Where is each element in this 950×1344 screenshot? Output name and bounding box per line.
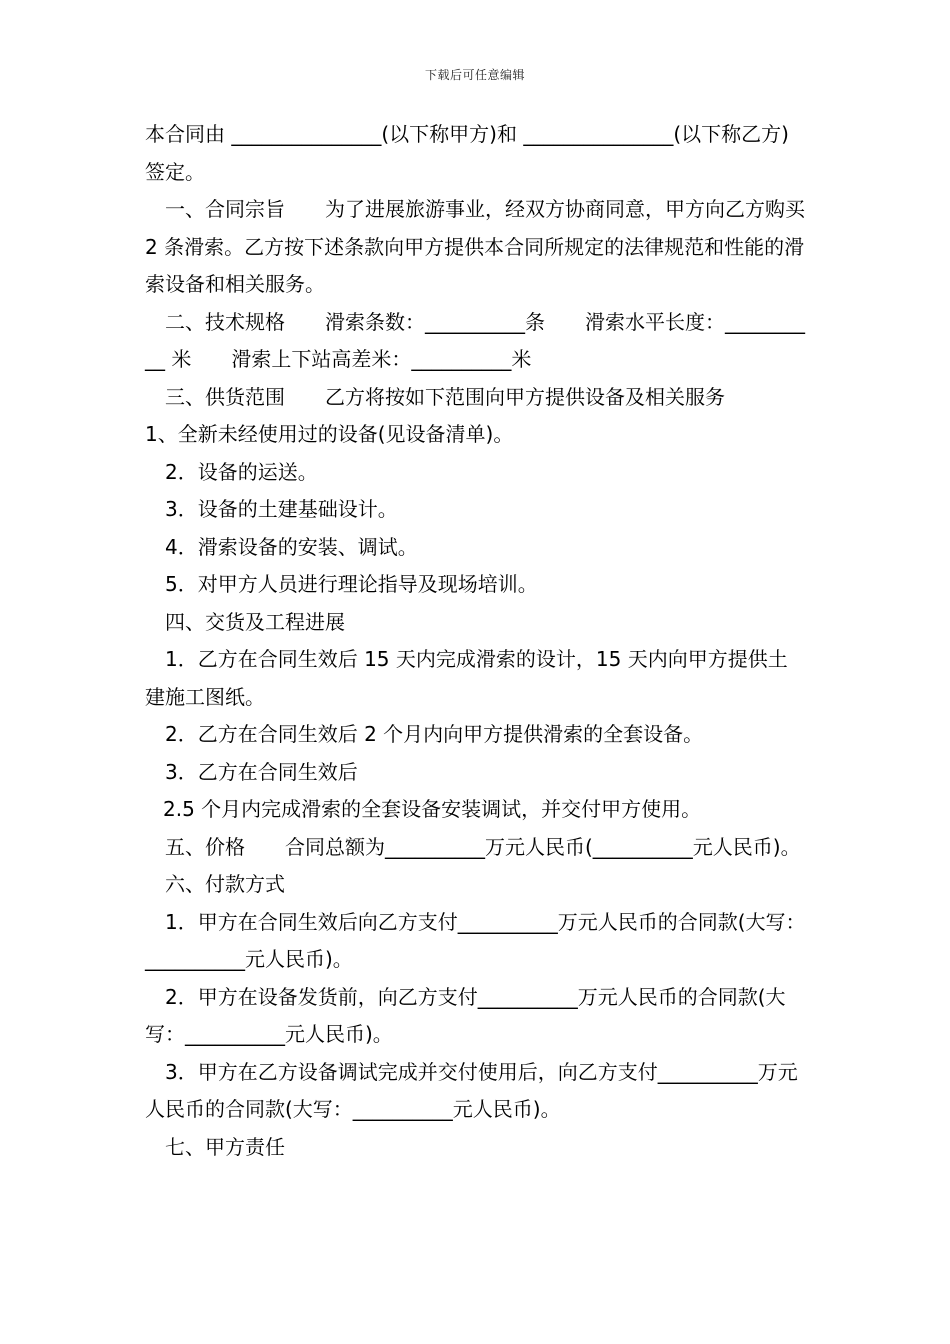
list-item-delivery-1: 1．乙方在合同生效后 15 天内完成滑索的设计，15 天内向甲方提供土建施工图纸。 [145, 647, 788, 709]
list-item-scope-5: 5．对甲方人员进行理论指导及现场培训。 [165, 572, 538, 596]
page-header-note: 下载后可任意编辑 [424, 68, 525, 82]
list-item-scope-3: 3．设备的土建基础设计。 [165, 497, 398, 521]
list-item-scope-1: 1、全新未经使用过的设备(见设备清单)。 [145, 422, 514, 446]
paragraph-specs: 二、技术规格 滑索条数：__________条 滑索水平长度：__________ 米 滑索上下站高差米：__________米 [145, 309, 805, 371]
paragraph-scope-heading: 三、供货范围 乙方将按如下范围向甲方提供设备及相关服务 [165, 384, 725, 409]
list-item-payment-3: 3．甲方在乙方设备调试完成并交付使用后，向乙方支付__________万元人民币的合同款(大写：__________元人民币)。 [145, 1059, 798, 1121]
list-item-scope-4: 4．滑索设备的安装、调试。 [165, 534, 418, 559]
list-item-delivery-2: 2．乙方在合同生效后 2 个月内向甲方提供滑索的全套设备。 [165, 722, 704, 746]
paragraph-parties: 本合同由 _______________(以下称甲方)和 _______________(以下称乙方)签定。 [145, 122, 789, 184]
section-heading-delivery: 四、交货及工程进展 [165, 609, 345, 634]
list-item-delivery-3-cont: 2.5 个月内完成滑索的全套设备安装调试，并交付甲方使用。 [163, 797, 702, 821]
list-item-scope-2: 2．设备的运送。 [165, 459, 318, 484]
list-item-delivery-3: 3．乙方在合同生效后 [165, 759, 358, 784]
paragraph-purpose: 一、合同宗旨 为了进展旅游事业，经双方协商同意，甲方向乙方购买 2 条滑索。乙方按下述条款向甲方提供本合同所规定的法律规范和性能的滑索设备和相关服务。 [145, 197, 812, 296]
list-item-payment-1: 1．甲方在合同生效后向乙方支付__________万元人民币的合同款(大写：__________元人民币)。 [145, 909, 806, 971]
section-heading-party-a-duties: 七、甲方责任 [165, 1134, 285, 1159]
contract-body [145, 116, 812, 1166]
paragraph-price: 五、价格 合同总额为__________万元人民币(__________元人民币)。 [165, 834, 801, 859]
section-heading-payment: 六、付款方式 [165, 872, 285, 896]
list-item-payment-2: 2．甲方在设备发货前，向乙方支付__________万元人民币的合同款(大写：__________元人民币)。 [145, 984, 786, 1046]
